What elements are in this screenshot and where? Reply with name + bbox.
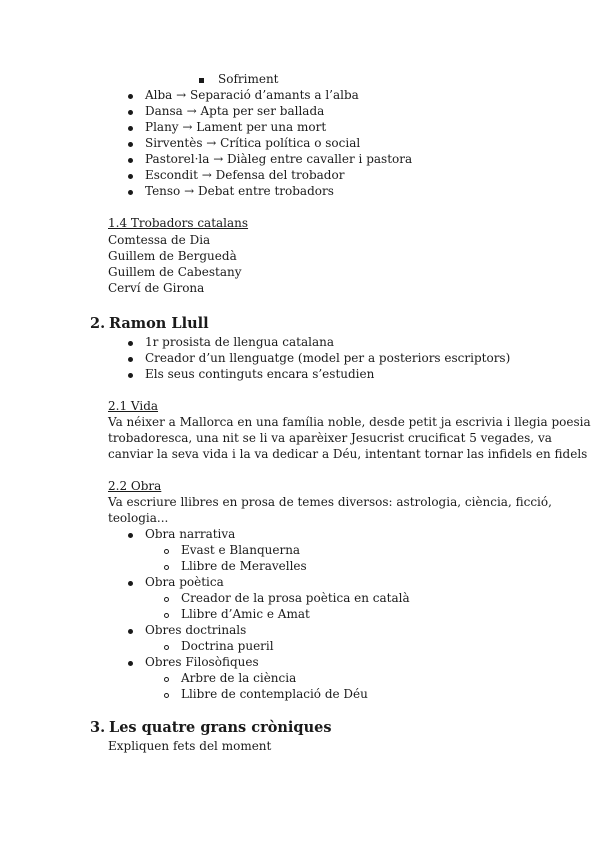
disc-bullet-icon (128, 351, 133, 367)
circle-bullet-icon (164, 639, 169, 655)
list-item: Sirventès → Crítica política o social (145, 136, 361, 150)
circle-bullet-icon (164, 543, 169, 559)
square-bullet-icon (199, 72, 204, 88)
section-3-title: Les quatre grans cròniques (109, 719, 332, 736)
list-item: Alba → Separació d’amants a l’alba (145, 88, 359, 102)
section-2-1-title: 2.1 Vida (108, 399, 159, 413)
list-item: Els seus continguts encara s’estudien (145, 367, 375, 381)
obra-category: Obres doctrinals (145, 623, 247, 637)
trobador-name: Guillem de Berguedà (108, 249, 237, 263)
circle-bullet-icon (164, 607, 169, 623)
disc-bullet-icon (128, 575, 133, 591)
list-item: Escondit → Defensa del trobador (145, 168, 345, 182)
circle-bullet-icon (164, 591, 169, 607)
obra-item: Llibre de Meravelles (181, 559, 307, 573)
disc-bullet-icon (128, 120, 133, 136)
section-3-number: 3. (90, 719, 106, 736)
list-item: Pastorel·la → Diàleg entre cavaller i pastora (145, 152, 413, 166)
disc-bullet-icon (128, 655, 133, 671)
list-item: Creador d’un llenguatge (model per a posteriors escriptors) (145, 351, 511, 365)
disc-bullet-icon (128, 184, 133, 200)
section-3-text: Expliquen fets del moment (108, 739, 272, 753)
trobador-name: Cerví de Girona (108, 281, 205, 295)
disc-bullet-icon (128, 168, 133, 184)
obra-category: Obres Filosòfiques (145, 655, 259, 669)
circle-bullet-icon (164, 671, 169, 687)
list-item: Dansa → Apta per ser ballada (145, 104, 325, 118)
vida-text-line: Va néixer a Mallorca en una família noble, desde petit ja escrivia i llegia poesia (108, 415, 591, 429)
vida-text-line: trobadoresca, una nit se li va aparèixer Jesucrist crucificat 5 vegades, va (108, 431, 552, 445)
disc-bullet-icon (128, 335, 133, 351)
vida-text-line: canviar la seva vida i la va dedicar a Déu, intentant tornar las infidels en fidels (108, 447, 588, 461)
list-item: Plany → Lament per una mort (145, 120, 327, 134)
obra-item: Evast e Blanquerna (181, 543, 301, 557)
disc-bullet-icon (128, 152, 133, 168)
disc-bullet-icon (128, 136, 133, 152)
trobador-name: Comtessa de Dia (108, 233, 211, 247)
trobador-name: Guillem de Cabestany (108, 265, 242, 279)
list-item: Tenso → Debat entre trobadors (145, 184, 334, 198)
list-item: 1r prosista de llengua catalana (145, 335, 334, 349)
section-2-number: 2. (90, 315, 106, 332)
obra-item: Creador de la prosa poètica en català (181, 591, 410, 605)
disc-bullet-icon (128, 88, 133, 104)
obra-intro-line: Va escriure llibres en prosa de temes diversos: astrologia, ciència, ficció, (108, 495, 552, 509)
obra-item: Doctrina pueril (181, 639, 274, 653)
section-2-2-title: 2.2 Obra (108, 479, 162, 493)
disc-bullet-icon (128, 527, 133, 543)
section-1-4-title: 1.4 Trobadors catalans (108, 216, 249, 230)
disc-bullet-icon (128, 104, 133, 120)
obra-category: Obra narrativa (145, 527, 236, 541)
obra-intro-line: teologia... (108, 511, 169, 525)
disc-bullet-icon (128, 367, 133, 383)
circle-bullet-icon (164, 687, 169, 703)
disc-bullet-icon (128, 623, 133, 639)
obra-item: Llibre de contemplació de Déu (181, 687, 368, 701)
sub-item-sofriment: Sofriment (218, 72, 279, 86)
circle-bullet-icon (164, 559, 169, 575)
obra-item: Llibre d’Amic e Amat (181, 607, 310, 621)
obra-category: Obra poètica (145, 575, 224, 589)
section-2-title: Ramon Llull (109, 315, 209, 332)
obra-item: Arbre de la ciència (181, 671, 297, 685)
